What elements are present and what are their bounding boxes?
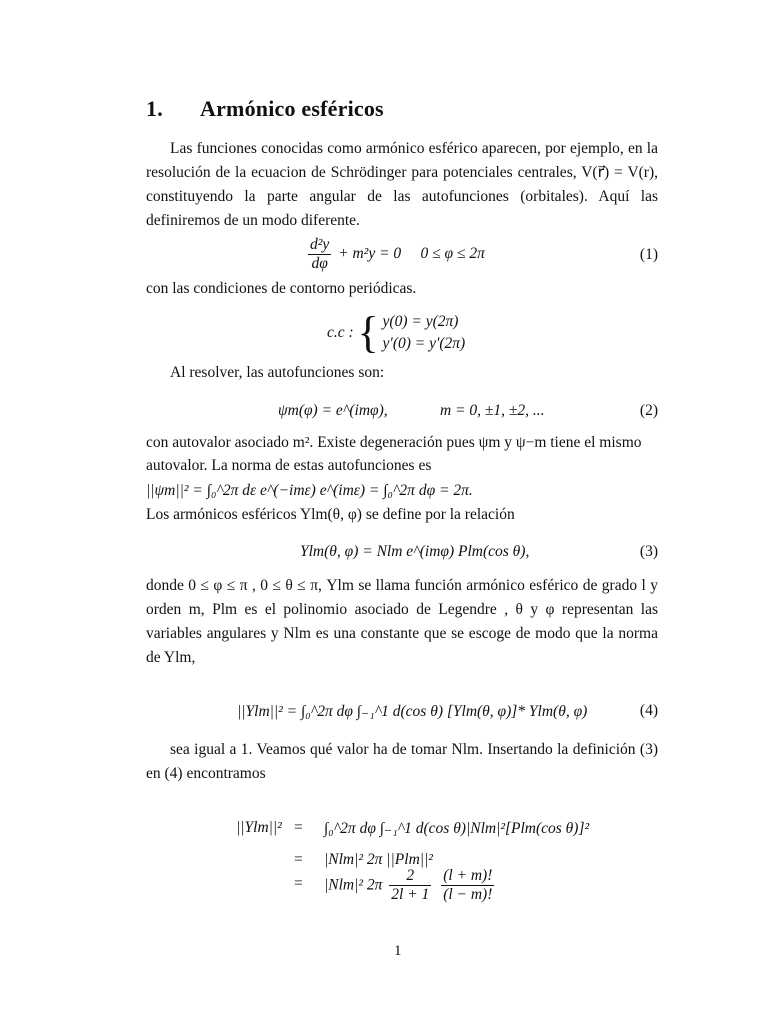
row3-fraction-1 — [389, 867, 431, 904]
equation-2 — [0, 402, 768, 426]
cc-line2: y′(0) = y′(2π) — [382, 335, 466, 352]
autovalor-line-1: con autovalor asociado m². Existe degeneración pues ψm y ψ−m tiene el mismo — [146, 434, 642, 451]
cc-label: c.c : — [327, 324, 354, 341]
section-heading — [146, 96, 384, 122]
row3-frac1-num: 2 — [389, 867, 431, 886]
align-eq-2: = — [294, 851, 303, 868]
eq1-rest: + m²y = 0 0 ≤ φ ≤ 2π — [338, 245, 485, 263]
row3-prefix: |Nlm|² 2π — [324, 876, 383, 894]
eq3-expr: Ylm(θ, φ) = Nlm e^(imφ) Plm(cos θ), — [300, 543, 530, 560]
section-number: 1. — [146, 96, 163, 121]
eq1-denominator: dφ — [311, 255, 328, 272]
eq2-lhs: ψm(φ) = e^(imφ), — [278, 402, 388, 419]
cc-line1: y(0) = y(2π) — [382, 313, 459, 330]
resolver-text: Al resolver, las autofunciones son: — [170, 364, 385, 381]
boundary-conditions — [327, 308, 466, 357]
align-row-2: |Nlm|² 2π ||Plm||² — [324, 851, 433, 868]
cc-cases — [383, 311, 466, 355]
row3-fraction-2 — [441, 867, 494, 904]
align-eq-3: = — [294, 875, 303, 892]
sea-paragraph: sea igual a 1. Veamos qué valor ha de tomar Nlm. Insertando la definición (3) en (4) encontramos — [146, 741, 658, 782]
page-number: 1 — [394, 943, 402, 959]
equation-4 — [0, 702, 768, 728]
eq2-tag: (2) — [639, 402, 658, 419]
eq2-rhs: m = 0, ±1, ±2, ... — [440, 402, 545, 419]
aligned-derivation — [0, 815, 768, 915]
align-eq-1: = — [294, 819, 303, 836]
row3-frac2-num: (l + m)! — [443, 867, 493, 884]
eq1-tag: (1) — [639, 246, 658, 263]
intro-paragraph: Las funciones conocidas como armónico esférico aparecen, por ejemplo, en la resolución de la ecuacion de Schrödinger para potenciales centrales, V(r⃗) = V(r), constituyendo la parte angular de las autofunciones (orbitales). Aquí las definiremos de un modo diferente. — [146, 140, 658, 229]
equation-3 — [0, 543, 768, 567]
eq4-expr: ||Ylm||² = ∫₀^2π dφ ∫₋₁^1 d(cos θ) [Ylm(θ, φ)]* Ylm(θ, φ) — [237, 703, 588, 720]
armonicos-text: Los armónicos esféricos Ylm(θ, φ) se define por la relación — [146, 506, 515, 523]
align-row-1: ∫₀^2π dφ ∫₋₁^1 d(cos θ)|Nlm|²[Plm(cos θ)]² — [324, 820, 590, 837]
left-brace: { — [357, 308, 379, 357]
eq1-numerator: d²y — [310, 236, 330, 253]
autovalor-line-2: autovalor. La norma de estas autofunciones es — [146, 457, 432, 474]
eq1-fraction — [308, 236, 331, 273]
norm-line: ||ψm||² = ∫₀^2π dε e^(−imε) e^(imε) = ∫₀^2π dφ = 2π. — [146, 482, 473, 499]
align-row-3 — [324, 867, 497, 904]
donde-paragraph: donde 0 ≤ φ ≤ π , 0 ≤ θ ≤ π, Ylm se llama función armónico esférico de grado l y orden m, Plm es el polinomio asociado de Legendre , θ y φ representan las variables angulares y Nlm es una constante que se escoge de modo que la norma de Ylm, — [146, 577, 658, 666]
cc-text: con las condiciones de contorno periódicas. — [146, 280, 417, 297]
row3-frac1-den: 2l + 1 — [391, 886, 430, 903]
equation-1 — [0, 236, 768, 280]
row3-frac2-den: (l − m)! — [443, 886, 493, 903]
align-lhs: ||Ylm||² — [236, 819, 282, 836]
section-title: Armónico esféricos — [200, 96, 384, 121]
eq3-tag: (3) — [639, 543, 658, 560]
eq4-tag: (4) — [639, 702, 658, 719]
